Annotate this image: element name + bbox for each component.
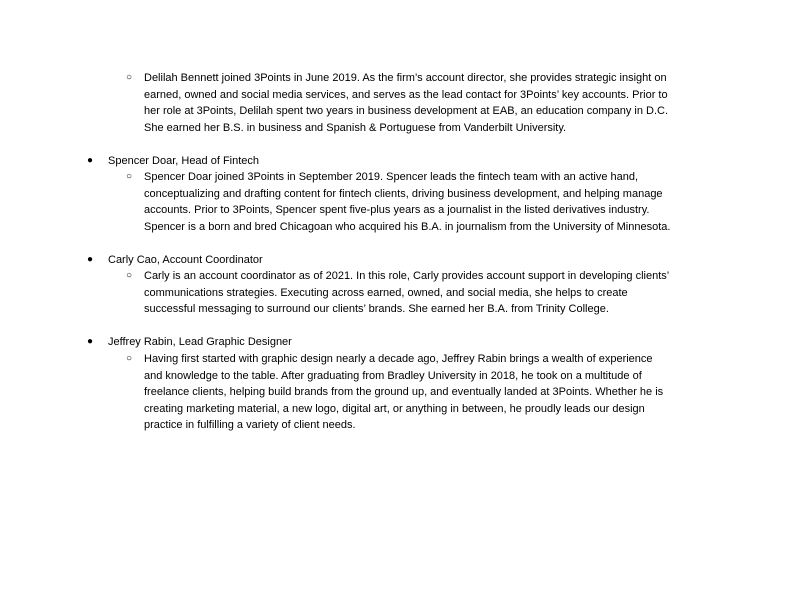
person-heading: Spencer Doar, Head of Fintech bbox=[108, 155, 260, 167]
bio-line: conceptualizing and drafting content for fintech clients, driving business development, and helping manage bbox=[144, 187, 663, 200]
bio-line: She earned her B.S. in business and Spanish & Portuguese from Vanderbilt University. bbox=[144, 121, 567, 134]
bio-line: Carly is an account coordinator as of 2021. In this role, Carly provides account support in developing clients’ bbox=[144, 270, 670, 282]
person-heading: Jeffrey Rabin, Lead Graphic Designer bbox=[108, 336, 292, 348]
filled-bullet-icon: ● bbox=[87, 254, 94, 265]
bio-line: Delilah Bennett joined 3Points in June 2019. As the firm’s account director, she provides strategic insight on bbox=[144, 72, 667, 84]
bio-line: Spencer Doar joined 3Points in September 2019. Spencer leads the fintech team with an active hand, bbox=[144, 171, 639, 183]
hollow-bullet-icon: ○ bbox=[126, 270, 133, 281]
bio-paragraph bbox=[144, 351, 726, 434]
bio-line: and knowledge to the table. After graduating from Bradley University in 2018, he took on a multitude of bbox=[144, 369, 642, 382]
hollow-bullet-icon: ○ bbox=[126, 72, 133, 83]
bio-line: accounts. Prior to 3Points, Spencer spent five-plus years as a journalist in the listed derivatives industry. bbox=[144, 204, 650, 216]
bio-line: creating marketing material, a new logo, digital art, or anything in between, he proudly leads our design bbox=[144, 402, 645, 415]
bio-line: communications strategies. Executing across earned, owned, and social media, she helps to create bbox=[144, 286, 628, 299]
bio-paragraph bbox=[144, 169, 726, 235]
hollow-bullet-icon: ○ bbox=[126, 171, 133, 182]
bio-line: freelance clients, helping build brands from the ground up, and eventually landed at 3Points. Whether he is bbox=[144, 386, 664, 398]
filled-bullet-icon: ● bbox=[87, 336, 94, 347]
bio-line: Having first started with graphic design nearly a decade ago, Jeffrey Rabin brings a wealth of experience bbox=[144, 353, 653, 365]
bio-line: successful messaging to surround our clients’ brands. She earned her B.A. from Trinity College. bbox=[144, 303, 609, 315]
bio-line: Spencer is a born and bred Chicagoan who acquired his B.A. in journalism from the University of Minnesota. bbox=[144, 220, 671, 233]
hollow-bullet-icon: ○ bbox=[126, 353, 133, 364]
filled-bullet-icon: ● bbox=[87, 155, 94, 166]
bio-paragraph bbox=[144, 70, 726, 136]
bio-paragraph bbox=[144, 268, 726, 318]
bio-line: practice in fulfilling a variety of client needs. bbox=[144, 419, 356, 431]
bio-line: her role at 3Points, Delilah spent two years in business development at EAB, an education company in D.C. bbox=[144, 105, 669, 117]
bio-line: earned, owned and social media services, and serves as the lead contact for 3Points’ key accounts. Prior to bbox=[144, 88, 668, 101]
person-heading: Carly Cao, Account Coordinator bbox=[108, 254, 263, 266]
